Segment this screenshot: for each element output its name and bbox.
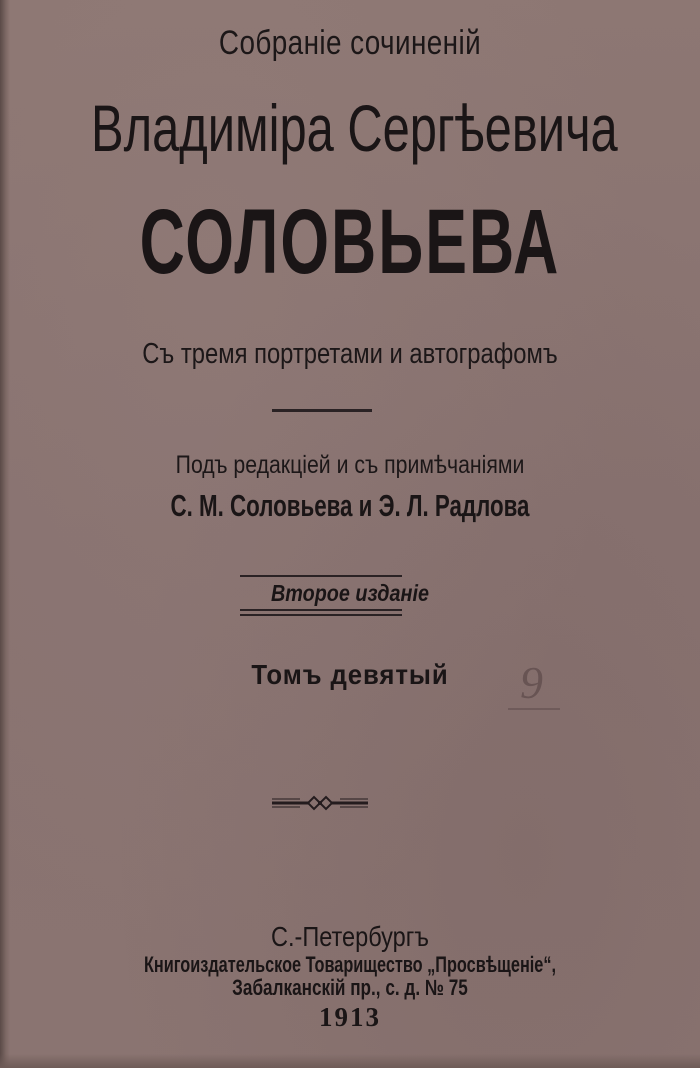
author-name: Владиміра Сергѣевича	[91, 91, 618, 165]
edition-label: Второе изданіе	[271, 580, 429, 606]
decorative-ornament-icon	[270, 794, 370, 812]
series-title: Собраніе сочиненій	[218, 24, 482, 62]
edition-rule-top	[240, 575, 402, 577]
editors: С. М. Соловьева и Э. Л. Радлова	[170, 488, 530, 523]
editors-intro: Подъ редакціей и съ примѣчаніями	[175, 451, 525, 479]
subtitle: Съ тремя портретами и автографомъ	[142, 338, 558, 370]
handwritten-volume-mark: 9	[520, 657, 543, 708]
publication-year: 1913	[319, 1002, 381, 1032]
author-surname: СОЛОВЬЕВА	[139, 191, 561, 293]
handwritten-underline	[508, 708, 560, 710]
divider-rule	[272, 409, 372, 412]
edition-rule-bottom-double	[240, 614, 402, 616]
publisher-address: Забалканскій пр., с. д. № 75	[232, 975, 468, 1000]
publisher: Книгоиздательское Товарищество „Просвѣщеніе“,	[143, 952, 557, 977]
volume-label: Томъ девятый	[251, 659, 449, 690]
edition-rule-bottom	[240, 609, 402, 611]
page-left-edge	[0, 0, 10, 1068]
page-bottom-edge	[0, 1054, 700, 1068]
city: С.-Петербургъ	[270, 921, 430, 952]
